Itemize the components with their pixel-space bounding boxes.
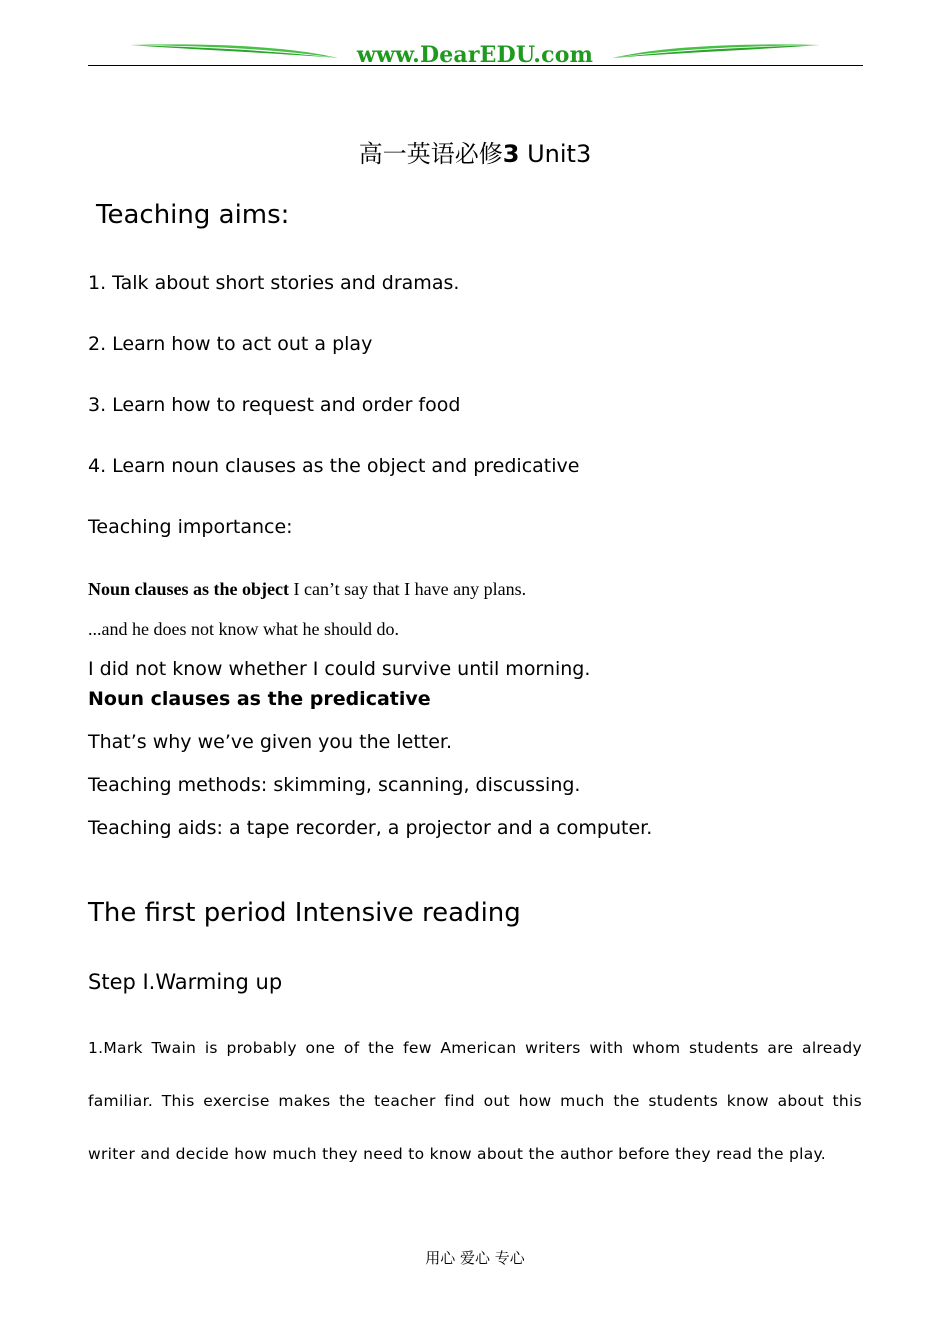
- title-prefix: 高一英语必修: [358, 140, 503, 168]
- title-number: 3: [502, 140, 520, 168]
- aim-item: 3. Learn how to request and order food: [88, 394, 461, 416]
- warming-up-paragraph: 1.Mark Twain is probably one of the few American writers with whom students are already familiar. This exercise makes the teacher find out how much the students know about this writer and decide how much they need to know about the author before they read the play.: [88, 1039, 862, 1163]
- aim-item: 1. Talk about short stories and dramas.: [88, 272, 460, 294]
- object-example: ...and he does not know what he should do.: [88, 619, 399, 639]
- page-title: [0, 134, 950, 169]
- object-example: I can’t say that I have any plans.: [289, 579, 527, 599]
- aim-item: 4. Learn noun clauses as the object and predicative: [88, 455, 580, 477]
- predicative-example: That’s why we’ve given you the letter.: [88, 731, 453, 753]
- teaching-aids: Teaching aids: a tape recorder, a projector and a computer.: [88, 817, 653, 839]
- teaching-methods: Teaching methods: skimming, scanning, discussing.: [88, 774, 581, 796]
- period-heading: The first period Intensive reading: [88, 898, 521, 928]
- logo-text: www.DearEDU.com: [356, 42, 594, 68]
- teaching-aims-heading: Teaching aims:: [96, 200, 290, 230]
- predicative-label: Noun clauses as the predicative: [88, 688, 431, 710]
- teaching-importance-heading: Teaching importance:: [88, 516, 293, 538]
- object-example: I did not know whether I could survive until morning.: [88, 658, 591, 680]
- title-suffix: Unit3: [527, 140, 592, 168]
- header-rule: [88, 65, 863, 66]
- object-example-line: [88, 579, 526, 600]
- object-label: Noun clauses as the object: [88, 579, 289, 599]
- page-footer: 用心 爱心 专心: [425, 1249, 525, 1267]
- step-heading: Step I.Warming up: [88, 970, 283, 994]
- aim-item: 2. Learn how to act out a play: [88, 333, 373, 355]
